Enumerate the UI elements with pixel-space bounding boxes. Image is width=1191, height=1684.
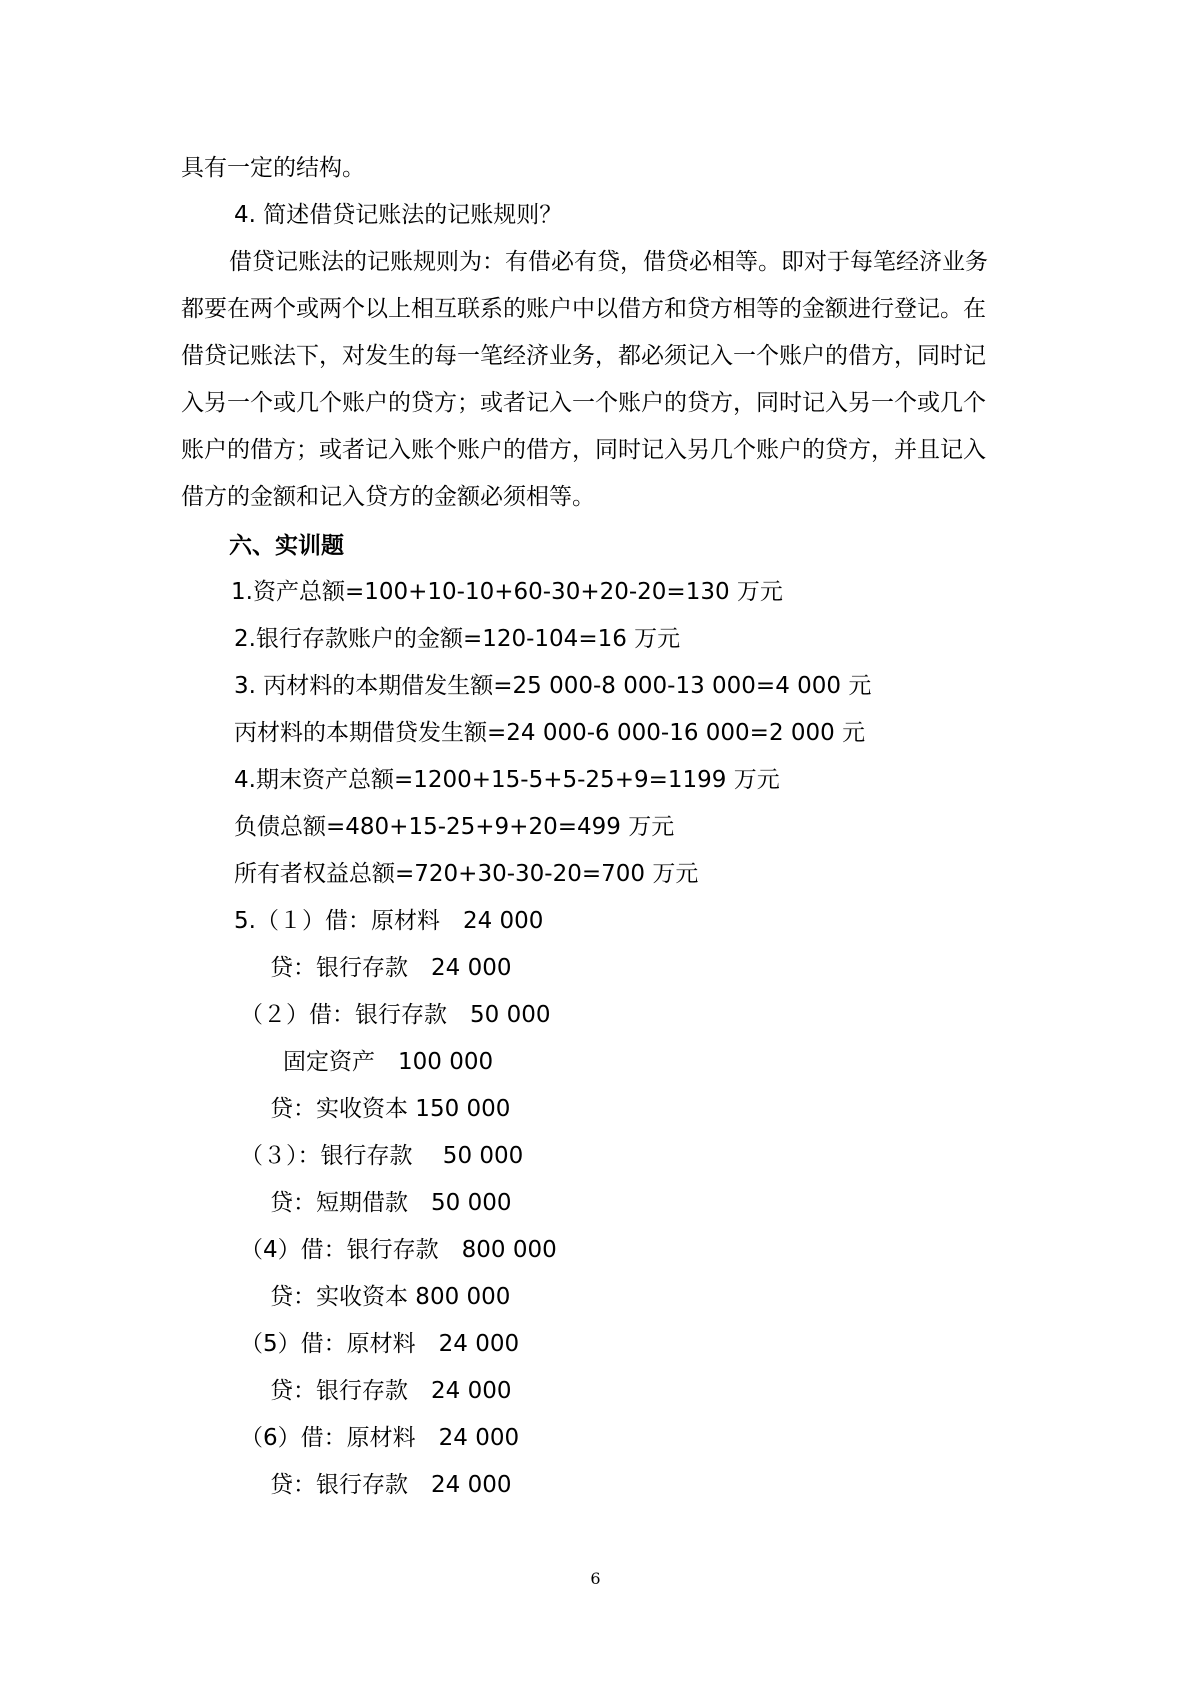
text-line: 入另一个或几个账户的贷方；或者记入一个账户的贷方，同时记入另一个或几个 (181, 390, 986, 416)
text-line: 借贷记账法的记账规则为：有借必有贷，借贷必相等。即对于每笔经济业务 (229, 249, 988, 275)
journal-entry-line: 贷：银行存款 24 000 (270, 1472, 512, 1498)
journal-entry-line: 贷：实收资本 800 000 (270, 1284, 511, 1310)
answer-line: 负债总额=480+15-25+9+20=499 万元 (234, 814, 675, 840)
answer-line: 4.期末资产总额=1200+15-5+5-25+9=1199 万元 (234, 767, 780, 793)
answer-line: 2.银行存款账户的金额=120-104=16 万元 (234, 626, 681, 652)
journal-entry-line: （２）借：银行存款 50 000 (240, 1002, 551, 1028)
text-line: 借贷记账法下，对发生的每一笔经济业务，都必须记入一个账户的借方，同时记 (181, 343, 986, 369)
text-line: 账户的借方；或者记入账个账户的借方，同时记入另几个账户的贷方，并且记入 (181, 437, 986, 463)
page-number: 6 (590, 1569, 601, 1588)
answer-line: 3. 丙材料的本期借发生额=25 000-8 000-13 000=4 000 元 (234, 673, 872, 699)
text-line: 都要在两个或两个以上相互联系的账户中以借方和贷方相等的金额进行登记。在 (181, 296, 986, 322)
text-line: 具有一定的结构。 (181, 155, 365, 181)
journal-entry-line: 贷：银行存款 24 000 (270, 1378, 512, 1404)
answer-line: 1.资产总额=100+10-10+60-30+20-20=130 万元 (231, 579, 783, 605)
journal-entry-line: 5.（１）借：原材料 24 000 (234, 908, 544, 934)
answer-line: 所有者权益总额=720+30-30-20=700 万元 (234, 861, 699, 887)
journal-entry-line: （5）借：原材料 24 000 (240, 1331, 520, 1357)
journal-entry-line: 贷：短期借款 50 000 (270, 1190, 512, 1216)
text-line: 借方的金额和记入贷方的金额必须相等。 (181, 484, 595, 510)
journal-entry-line: 贷：实收资本 150 000 (270, 1096, 511, 1122)
journal-entry-line: （３）：银行存款 50 000 (240, 1143, 524, 1169)
answer-line: 丙材料的本期借贷发生额=24 000-6 000-16 000=2 000 元 (234, 720, 866, 746)
journal-entry-line: （4）借：银行存款 800 000 (240, 1237, 557, 1263)
journal-entry-line: 固定资产 100 000 (283, 1049, 494, 1075)
journal-entry-line: （6）借：原材料 24 000 (240, 1425, 520, 1451)
section-heading: 六、实训题 (229, 533, 344, 559)
journal-entry-line: 贷：银行存款 24 000 (270, 955, 512, 981)
question-heading: 4. 简述借贷记账法的记账规则？ (234, 202, 563, 228)
